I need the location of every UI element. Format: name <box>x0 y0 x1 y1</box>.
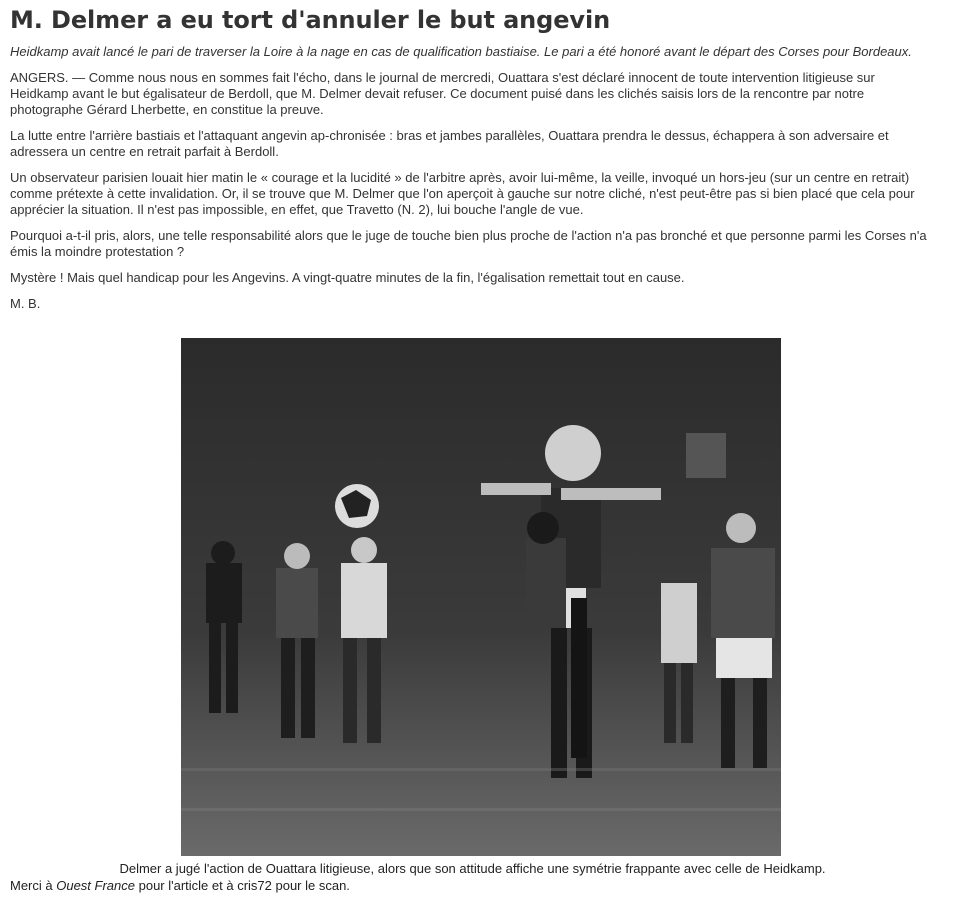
article-paragraph-1: ANGERS. — Comme nous nous en sommes fait l'écho, dans le journal de mercredi, Ouattara s'est déclaré innocent de toute intervention litigieuse sur Heidkamp avant le but égalisateur de Berdoll, que M. Delmer devait refuser. Ce document puisé dans les clichés saisis lors de la rencontre par notre photographe Gérard Lherbette, en constitue la preuve. <box>10 70 875 117</box>
photo-credit <box>10 878 350 894</box>
photo-caption: Delmer a jugé l'action de Ouattara litigieuse, alors que son attitude affiche une symétrie frappante avec celle de Heidkamp. <box>119 861 826 876</box>
credit-source: Ouest France <box>56 878 135 893</box>
article-paragraph-4: Pourquoi a-t-il pris, alors, une telle responsabilité alors que le juge de touche bien plus proche de l'action n'a pas bronché et que personne parmi les Corses n'a émis la moindre protestation ? <box>10 228 927 259</box>
credit-prefix: Merci à <box>10 878 57 893</box>
article-lead: Heidkamp avait lancé le pari de traverser la Loire à la nage en cas de qualification bastiaise. Le pari a été honoré avant le départ des Corses pour Bordeaux. <box>10 44 912 59</box>
match-photo-illustration <box>181 338 781 856</box>
article-paragraph-5: Mystère ! Mais quel handicap pour les Angevins. A vingt-quatre minutes de la fin, l'égalisation remettait tout en cause. <box>10 270 685 285</box>
article-paragraph-3: Un observateur parisien louait hier matin le « courage et la lucidité » de l'arbitre après, avoir lui-même, la veille, invoqué un hors-jeu (sur un centre en retrait) comme prétexte à cette invalidation. Or, il se trouve que M. Delmer que l'on aperçoit à gauche sur notre cliché, n'est peut-être pas si bien placé que cela pour apprécier la situation. Il n'est pas impossible, en effet, que Travetto (N. 2), lui bouche l'angle de vue. <box>10 170 915 217</box>
article-title: M. Delmer a eu tort d'annuler le but angevin <box>10 6 611 34</box>
match-photo <box>181 338 781 856</box>
article-paragraph-2: La lutte entre l'arrière bastiais et l'attaquant angevin ap-chronisée : bras et jambes parallèles, Ouattara prendra le dessus, échappera à son adversaire et adressera un centre en retrait parfait à Berdoll. <box>10 128 889 159</box>
article-signature: M. B. <box>10 296 41 311</box>
credit-suffix: pour l'article et à cris72 pour le scan. <box>135 878 350 893</box>
article <box>10 0 935 893</box>
